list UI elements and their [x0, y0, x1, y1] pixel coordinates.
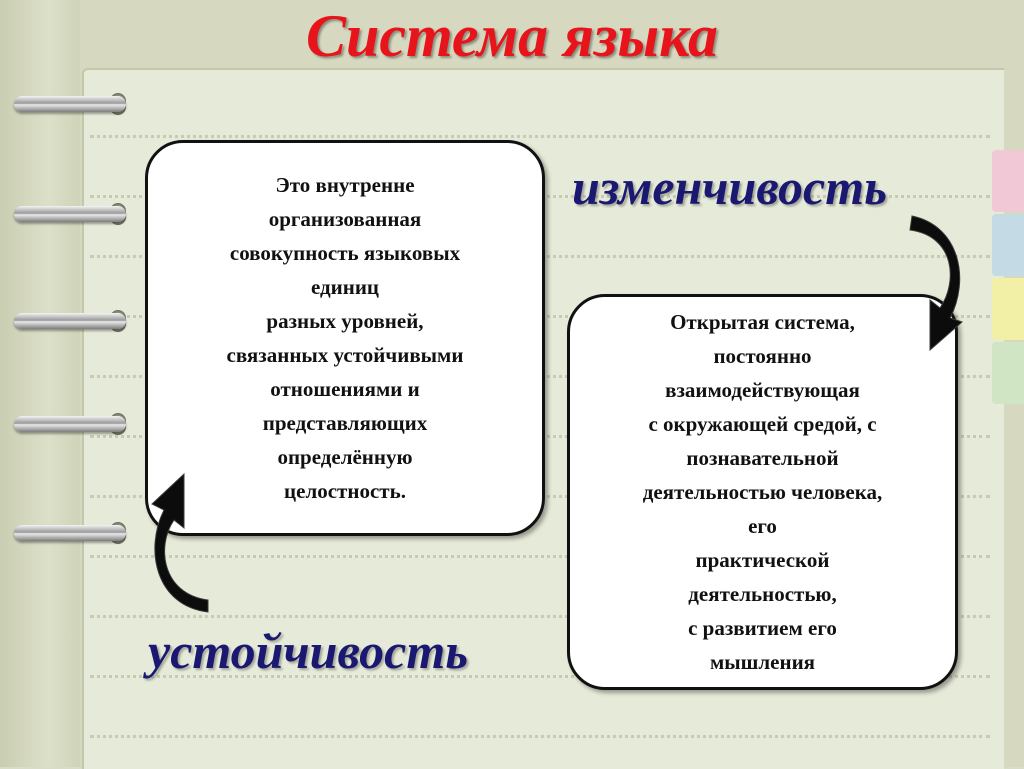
tab-blue	[992, 214, 1024, 276]
curved-arrow-icon	[148, 466, 218, 606]
page-line	[90, 735, 990, 738]
definition-text	[227, 168, 464, 508]
text-line: единиц	[310, 275, 380, 299]
binder-ring	[14, 525, 126, 541]
tab-yellow	[992, 278, 1024, 340]
text-line: определённую	[277, 445, 413, 469]
binder-ring	[14, 96, 126, 112]
text-line: с развитием его	[688, 616, 837, 640]
text-line: его	[748, 514, 777, 538]
binder-ring	[14, 206, 126, 222]
notebook-spine	[0, 0, 80, 767]
binder-ring	[14, 313, 126, 329]
text-line: практической	[695, 548, 830, 572]
page-title: Система языка	[305, 3, 718, 69]
binder-ring	[14, 416, 126, 432]
text-line: постоянно	[713, 344, 812, 368]
text-line: деятельностью,	[688, 582, 837, 606]
open-system-text	[643, 305, 883, 679]
text-line: разных уровней,	[266, 309, 424, 333]
tab-pink	[992, 150, 1024, 212]
text-line: Открытая система,	[670, 310, 855, 334]
tab-green	[992, 342, 1024, 404]
text-line: познавательной	[686, 446, 839, 470]
text-line: взаимодействующая	[665, 378, 860, 402]
label-stability: устойчивость	[148, 623, 469, 679]
text-line: организованная	[268, 207, 422, 231]
label-variability: изменчивость	[572, 159, 887, 215]
text-line: целостность.	[284, 479, 406, 503]
text-line: Это внутренне	[275, 173, 415, 197]
page-line	[90, 135, 990, 138]
text-line: связанных устойчивыми	[226, 343, 464, 367]
text-line: представляющих	[262, 411, 428, 435]
text-line: мышления	[709, 650, 816, 674]
text-line: с окружающей средой, с	[648, 412, 877, 436]
text-line: совокупность языковых	[229, 241, 461, 265]
text-line: деятельностью человека,	[642, 480, 883, 504]
curved-arrow-icon	[900, 222, 970, 362]
text-line: отношениями и	[270, 377, 420, 401]
